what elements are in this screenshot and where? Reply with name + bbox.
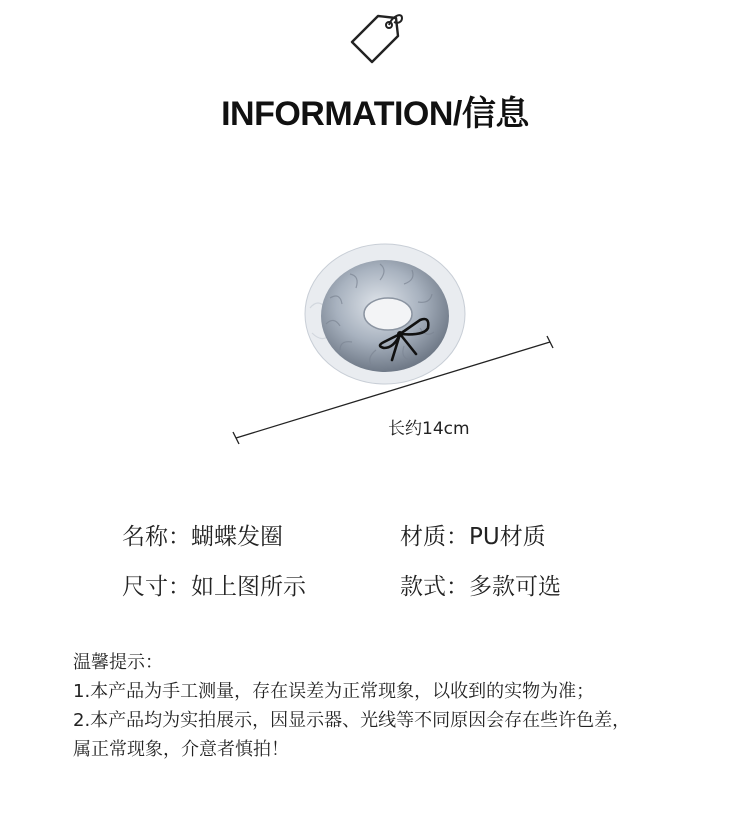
notes-title: 温馨提示：	[73, 652, 163, 673]
note-line-2: 2.本产品均为实拍展示，因显示器、光线等不同原因会存在些许色差，	[73, 710, 631, 731]
spec-name: 名称：蝴蝶发圈	[122, 524, 283, 550]
price-tag-icon	[344, 8, 406, 68]
spec-material: 材质：PU材质	[400, 524, 546, 550]
spec-size: 尺寸：如上图所示	[122, 574, 306, 600]
note-line-1: 1.本产品为手工测量，存在误差为正常现象，以收到的实物为准；	[73, 681, 595, 702]
measure-label: 长约14cm	[388, 419, 470, 439]
spec-style: 款式：多款可选	[400, 574, 561, 600]
page-title: INFORMATION/信息	[221, 95, 529, 133]
note-line-3: 属正常现象，介意者慎拍！	[73, 739, 289, 760]
